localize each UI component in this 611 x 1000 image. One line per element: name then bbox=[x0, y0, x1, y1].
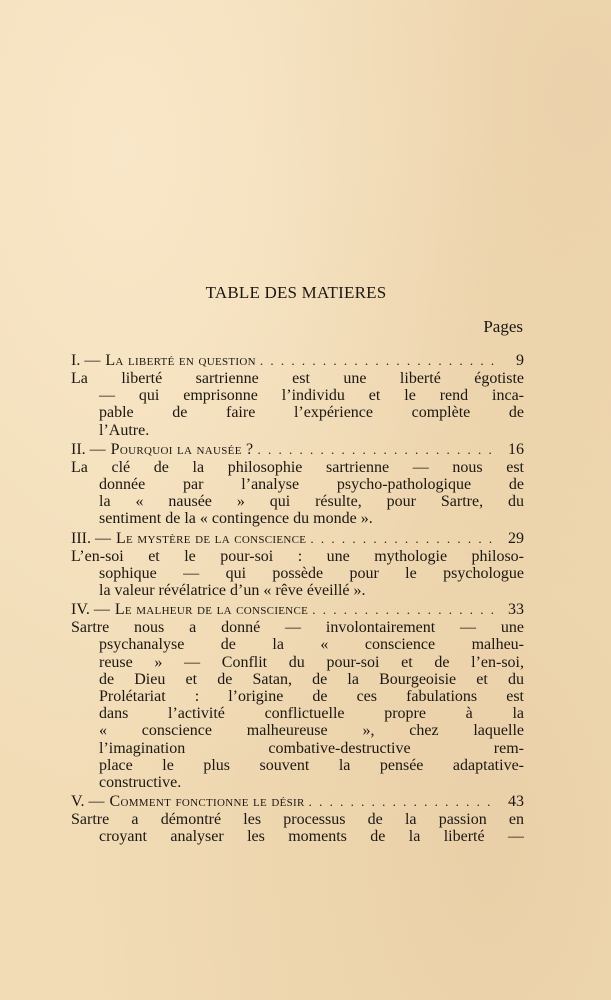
summary-line: place le plus souvent la pensée adaptative- bbox=[99, 756, 524, 774]
summary-line: L’en-soi et le pour-soi : une mythologie philoso- bbox=[71, 547, 524, 565]
table-of-contents bbox=[71, 352, 524, 846]
chapter-heading[interactable] bbox=[71, 601, 524, 619]
chapter-title: Comment fonctionne le désir bbox=[109, 793, 305, 811]
pages-column-label: Pages bbox=[483, 317, 523, 336]
chapter-page-number: 29 bbox=[508, 529, 524, 547]
summary-line: psychanalyse de la « conscience malheu- bbox=[99, 636, 524, 654]
chapter-number: IV. — bbox=[71, 601, 110, 619]
summary-line: la « nausée » qui résulte, pour Sartre, du bbox=[99, 493, 524, 511]
summary-line: — qui emprisonne l’individu et le rend inca- bbox=[99, 387, 524, 405]
dot-leader bbox=[260, 352, 496, 370]
chapter-number: I. — bbox=[71, 352, 101, 369]
dot-leader bbox=[310, 530, 496, 548]
chapter-page-number: 33 bbox=[508, 601, 524, 619]
summary-line: donnée par l’analyse psycho-pathologique de bbox=[99, 476, 524, 494]
chapter-number: III. — bbox=[71, 529, 111, 547]
summary-line: dans l’activité conflictuelle propre à la bbox=[99, 705, 524, 723]
chapter-page-number: 43 bbox=[508, 793, 524, 811]
chapter-title: Le malheur de la conscience bbox=[114, 601, 309, 619]
chapter-summary bbox=[71, 811, 524, 845]
summary-line: l’Autre. bbox=[99, 421, 150, 439]
chapter-summary bbox=[71, 619, 524, 791]
summary-line: la valeur révélatrice d’un « rêve éveillé ». bbox=[99, 582, 366, 600]
dot-leader bbox=[312, 601, 496, 619]
chapter-heading[interactable] bbox=[71, 352, 524, 370]
chapter-number: II. — bbox=[71, 440, 106, 458]
summary-line: l’imagination combative-destructive rem- bbox=[99, 739, 524, 757]
chapter-title: Le mystère de la conscience bbox=[115, 529, 307, 547]
chapter-entry bbox=[71, 352, 524, 439]
summary-line: pable de faire l’expérience complète de bbox=[99, 404, 524, 422]
summary-line: Prolétariat : l’origine de ces fabulations est bbox=[99, 688, 524, 706]
chapter-entry bbox=[71, 601, 524, 791]
dot-leader bbox=[257, 441, 496, 459]
summary-line: Sartre nous a donné — involontairement — une bbox=[71, 619, 524, 637]
summary-line: sentiment de la « contingence du monde ». bbox=[99, 510, 373, 528]
summary-line: sophique — qui possède pour le psychologue bbox=[99, 564, 524, 582]
summary-line: La liberté sartrienne est une liberté égotiste bbox=[71, 370, 524, 387]
summary-line: Sartre a démontré les processus de la passion en bbox=[71, 811, 524, 829]
chapter-heading[interactable] bbox=[71, 530, 524, 548]
chapter-heading[interactable] bbox=[71, 441, 524, 459]
summary-line: de Dieu et de Satan, de la Bourgeoisie et du bbox=[99, 670, 524, 688]
chapter-page-number: 9 bbox=[516, 352, 524, 369]
chapter-entry bbox=[71, 441, 524, 528]
summary-line: constructive. bbox=[99, 774, 182, 792]
summary-line: « conscience malheureuse », chez laquelle bbox=[99, 722, 524, 740]
chapter-summary bbox=[71, 459, 524, 528]
chapter-title: Pourquoi la nausée ? bbox=[110, 440, 254, 458]
chapter-summary bbox=[71, 548, 524, 600]
summary-line: reuse » — Conflit du pour-soi et de l’en-soi, bbox=[99, 653, 524, 671]
chapter-title: La liberté en question bbox=[105, 352, 256, 369]
chapter-number: V. — bbox=[71, 793, 105, 811]
chapter-entry bbox=[71, 793, 524, 845]
page-title: TABLE DES MATIERES bbox=[205, 283, 387, 302]
chapter-summary bbox=[71, 370, 524, 439]
chapter-heading[interactable] bbox=[71, 793, 524, 811]
summary-line: La clé de la philosophie sartrienne — nous est bbox=[71, 458, 524, 476]
summary-line: croyant analyser les moments de la liberté — bbox=[99, 828, 524, 846]
chapter-page-number: 16 bbox=[508, 440, 524, 458]
dot-leader bbox=[309, 793, 496, 811]
chapter-entry bbox=[71, 530, 524, 600]
